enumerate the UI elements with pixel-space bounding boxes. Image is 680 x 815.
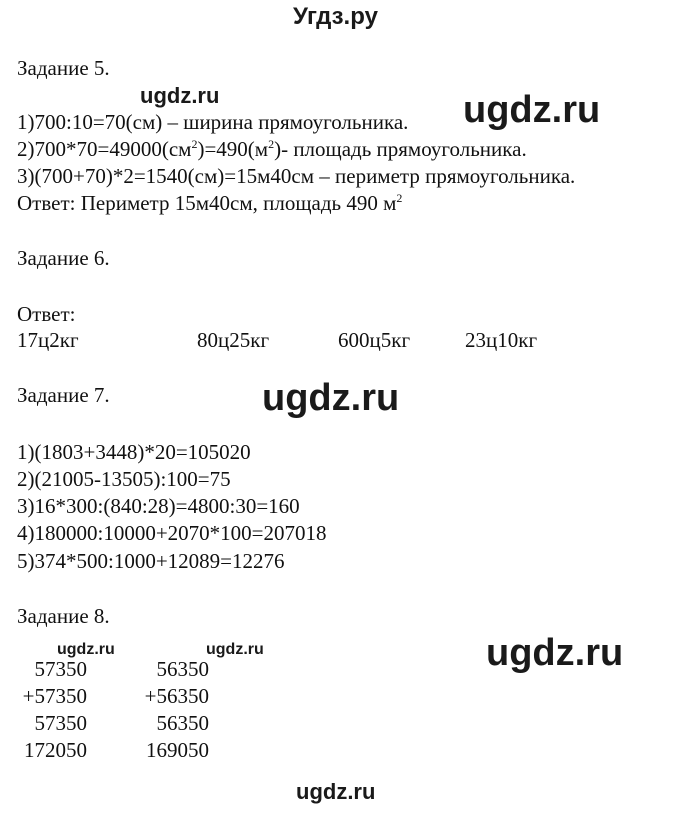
task6-heading: Задание 6. <box>17 246 110 270</box>
watermark: ugdz.ru <box>463 89 601 131</box>
task8-heading: Задание 8. <box>17 604 110 628</box>
watermark: ugdz.ru <box>206 641 264 658</box>
task6-value: 80ц25кг <box>197 328 270 352</box>
task6-answer-label: Ответ: <box>17 302 76 326</box>
watermark: ugdz.ru <box>296 779 376 804</box>
task8-column-1 <box>17 657 87 762</box>
task5-line1: 1)700:10=70(см) – ширина прямоугольника. <box>17 110 409 134</box>
watermark: ugdz.ru <box>57 641 115 658</box>
task8-value: 172050 <box>24 738 87 762</box>
task6-value: 600ц5кг <box>338 328 411 352</box>
task8-value: 56350 <box>156 711 209 735</box>
site-title: Угдз.ру <box>293 3 378 30</box>
task5-answer: Ответ: Периметр 15м40см, площадь 490 $м^2$ <box>17 191 403 215</box>
task7-line: 4)180000:10000+2070*100=207018 <box>17 521 327 545</box>
task8-value: +56350 <box>144 684 209 708</box>
task5-heading: Задание 5. <box>17 56 110 80</box>
task8-value: 57350 <box>34 657 87 681</box>
task7-line: 2)(21005-13505):100=75 <box>17 467 231 491</box>
task7-line: 1)(1803+3448)*20=105020 <box>17 440 251 464</box>
task6-value: 23ц10кг <box>465 328 538 352</box>
task7-line: 5)374*500:1000+12089=12276 <box>17 549 285 573</box>
task8-column-2 <box>134 657 209 762</box>
task8-value: 57350 <box>34 711 87 735</box>
task7-heading: Задание 7. <box>17 383 110 407</box>
task5-line3: 3)(700+70)*2=1540(см)=15м40см – периметр прямоугольника. <box>17 164 576 188</box>
watermark: ugdz.ru <box>140 83 220 108</box>
watermark: ugdz.ru <box>262 377 400 419</box>
task6-value: 17ц2кг <box>17 328 79 352</box>
task5-line2: $2)700*70=49000(см^2)=490(м^2)-$ площадь прямоугольника. <box>17 137 527 161</box>
watermark: ugdz.ru <box>486 632 624 674</box>
task8-value: 169050 <box>146 738 209 762</box>
task7-line: 3)16*300:(840:28)=4800:30=160 <box>17 494 300 518</box>
task8-value: 56350 <box>156 657 209 681</box>
task8-value: +57350 <box>22 684 87 708</box>
